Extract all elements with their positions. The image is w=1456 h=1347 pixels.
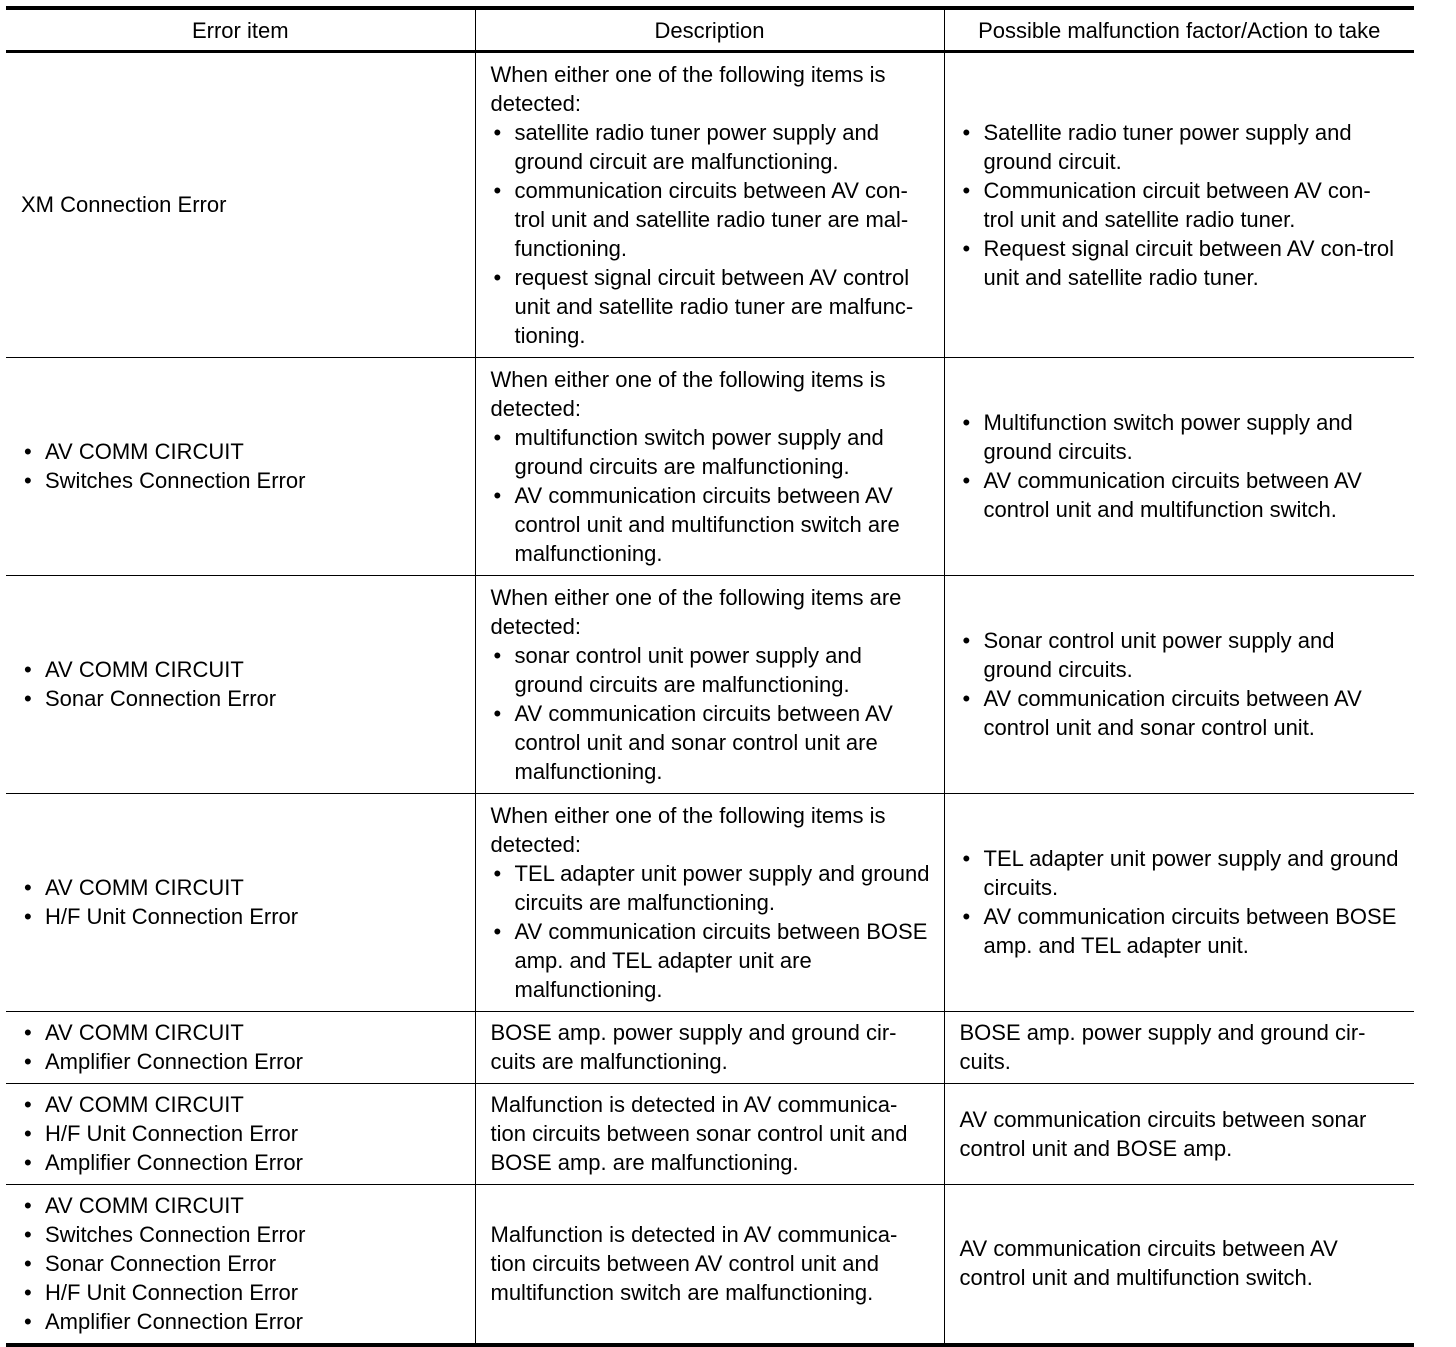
action-list <box>960 844 1401 960</box>
list-item: • AV COMM CIRCUIT <box>21 1090 461 1119</box>
error-item-cell <box>6 52 475 358</box>
action-cell <box>944 576 1414 794</box>
description-cell <box>475 1185 944 1345</box>
action-cell <box>944 1012 1414 1084</box>
list-item: • AV COMM CIRCUIT <box>21 1191 461 1220</box>
list-item: • AV COMM CIRCUIT <box>21 655 461 684</box>
action-cell <box>944 1084 1414 1185</box>
description-text: Malfunction is detected in AV communica-tion circuits between sonar control unit and BOSE amp. are malfunctioning. <box>490 1092 908 1175</box>
action-list <box>960 118 1401 292</box>
list-item: • H/F Unit Connection Error <box>21 1278 461 1307</box>
action-list <box>960 626 1401 742</box>
header-row <box>6 8 1414 52</box>
list-item: • Amplifier Connection Error <box>21 1148 461 1177</box>
list-item: • Request signal circuit between AV con-trol unit and satellite radio tuner. <box>960 234 1401 292</box>
list-item: • AV communication circuits between BOSE amp. and TEL adapter unit. <box>960 902 1401 960</box>
list-item: • Sonar Connection Error <box>21 1249 461 1278</box>
error-item-list <box>21 1090 461 1177</box>
description-text: BOSE amp. power supply and ground cir-cuits are malfunctioning. <box>490 1020 897 1074</box>
table-row <box>6 358 1414 576</box>
header-description: Description <box>475 8 944 52</box>
error-item-text: XM Connection Error <box>21 192 227 217</box>
list-item: • communication circuits between AV con-trol unit and satellite radio tuner are mal-functioning. <box>491 176 930 263</box>
error-item-list <box>21 655 461 713</box>
description-cell <box>475 52 944 358</box>
header-action: Possible malfunction factor/Action to take <box>944 8 1414 52</box>
table-row <box>6 794 1414 1012</box>
description-cell <box>475 358 944 576</box>
list-item: • Multifunction switch power supply and ground circuits. <box>960 408 1401 466</box>
error-item-cell <box>6 358 475 576</box>
description-list <box>491 118 930 350</box>
action-cell <box>944 52 1414 358</box>
table-row <box>6 1185 1414 1345</box>
list-item: • AV COMM CIRCUIT <box>21 1018 461 1047</box>
list-item: • Switches Connection Error <box>21 466 461 495</box>
action-text: AV communication circuits between AV control unit and multifunction switch. <box>959 1236 1338 1291</box>
list-item: • Satellite radio tuner power supply and ground circuit. <box>960 118 1401 176</box>
description-intro: When either one of the following items is detected: <box>490 61 886 116</box>
list-item: • sonar control unit power supply and ground circuits are malfunctioning. <box>491 641 930 699</box>
action-cell <box>944 1185 1414 1345</box>
error-item-list <box>21 1018 461 1076</box>
list-item: • AV COMM CIRCUIT <box>21 873 461 902</box>
list-item: • request signal circuit between AV control unit and satellite radio tuner are malfunc-tioning. <box>491 263 930 350</box>
error-item-list <box>21 1191 461 1336</box>
list-item: • Switches Connection Error <box>21 1220 461 1249</box>
description-cell <box>475 794 944 1012</box>
description-list <box>491 859 930 1004</box>
list-item: • H/F Unit Connection Error <box>21 902 461 931</box>
error-item-cell <box>6 794 475 1012</box>
description-cell <box>475 1084 944 1185</box>
list-item: • satellite radio tuner power supply and ground circuit are malfunctioning. <box>491 118 930 176</box>
table-row <box>6 1084 1414 1185</box>
error-item-cell <box>6 1084 475 1185</box>
description-intro: When either one of the following items is detected: <box>490 366 886 421</box>
error-table <box>6 6 1414 1347</box>
error-item-cell <box>6 1185 475 1345</box>
list-item: • AV communication circuits between AV control unit and multifunction switch are malfunctioning. <box>491 481 930 568</box>
error-item-list <box>21 437 461 495</box>
list-item: • TEL adapter unit power supply and ground circuits. <box>960 844 1401 902</box>
table-row <box>6 576 1414 794</box>
list-item: • AV COMM CIRCUIT <box>21 437 461 466</box>
action-text: AV communication circuits between sonar control unit and BOSE amp. <box>959 1106 1367 1161</box>
list-item: • TEL adapter unit power supply and ground circuits are malfunctioning. <box>491 859 930 917</box>
error-item-list <box>21 873 461 931</box>
description-text: Malfunction is detected in AV communica-tion circuits between AV control unit and multifunction switch are malfunctioning. <box>490 1221 898 1305</box>
list-item: • Amplifier Connection Error <box>21 1307 461 1336</box>
header-error-item: Error item <box>6 8 475 52</box>
list-item: • H/F Unit Connection Error <box>21 1119 461 1148</box>
list-item: • Sonar Connection Error <box>21 684 461 713</box>
description-list <box>491 423 930 568</box>
error-item-cell <box>6 576 475 794</box>
action-cell <box>944 358 1414 576</box>
description-cell <box>475 576 944 794</box>
list-item: • Sonar control unit power supply and ground circuits. <box>960 626 1401 684</box>
table-row <box>6 1012 1414 1084</box>
description-list <box>491 641 930 786</box>
description-intro: When either one of the following items is detected: <box>490 802 886 857</box>
action-cell <box>944 794 1414 1012</box>
list-item: • AV communication circuits between AV control unit and sonar control unit. <box>960 684 1401 742</box>
list-item: • multifunction switch power supply and ground circuits are malfunctioning. <box>491 423 930 481</box>
list-item: • AV communication circuits between BOSE amp. and TEL adapter unit are malfunctioning. <box>491 917 930 1004</box>
description-intro: When either one of the following items are detected: <box>490 584 902 639</box>
action-text: BOSE amp. power supply and ground cir-cuits. <box>959 1020 1366 1074</box>
list-item: • Amplifier Connection Error <box>21 1047 461 1076</box>
error-item-cell <box>6 1012 475 1084</box>
action-list <box>960 408 1401 524</box>
list-item: • AV communication circuits between AV control unit and sonar control unit are malfunctioning. <box>491 699 930 786</box>
list-item: • Communication circuit between AV con-trol unit and satellite radio tuner. <box>960 176 1401 234</box>
list-item: • AV communication circuits between AV control unit and multifunction switch. <box>960 466 1401 524</box>
table-row <box>6 52 1414 358</box>
description-cell <box>475 1012 944 1084</box>
